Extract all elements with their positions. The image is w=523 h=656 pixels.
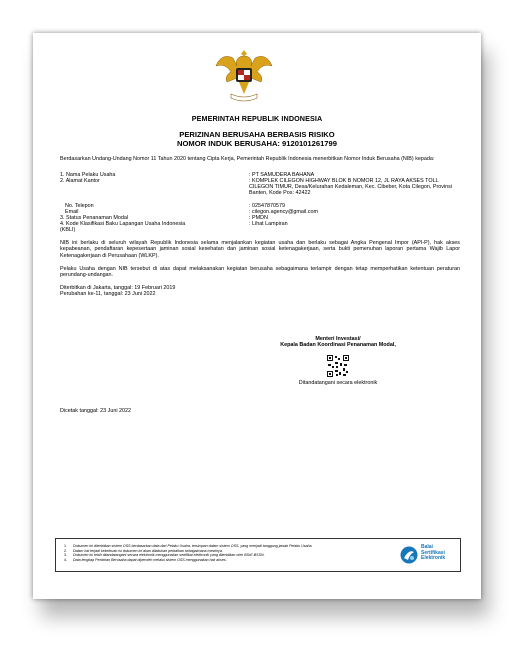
issued-date: Diterbitkan di Jakarta, tanggal: 19 Februari 2019 (60, 285, 176, 291)
electronic-signature-note: Ditandatangani secara elektronik (298, 380, 378, 386)
field-value: : cilegon.agency@gmail.com (249, 209, 318, 215)
revision-date: Perubahan ke-11, tanggal: 23 Juni 2022 (60, 291, 156, 297)
intro-paragraph: Berdasarkan Undang-Undang Nomor 11 Tahun 2020 tentang Cipta Kerja, Pemerintah Republik Indonesia menerbitkan Nomor Induk Berusaha (NIB) kepada: (60, 156, 435, 162)
nib-number: NOMOR INDUK BERUSAHA: 9120101261799 (177, 139, 337, 148)
bsre-text: Balai Sertifikasi Elektronik (421, 544, 446, 562)
footer-notes-box (55, 538, 461, 572)
signatory-title: Menteri Investasi/ (315, 336, 361, 342)
government-heading: PEMERINTAH REPUBLIK INDONESIA (191, 114, 323, 123)
document-title: PERIZINAN BERUSAHA BERBASIS RISIKO (179, 130, 335, 139)
field-value: : 02547870579 (249, 203, 285, 209)
field-label: Email (65, 209, 79, 215)
field-label: No. Telepon (65, 203, 94, 209)
field-label: 1. Nama Pelaku Usaha (60, 172, 116, 178)
footer-note: 1. Dokumen ini diterbitkan sistem OSS berdasarkan data dari Pelaku Usaha, tersimpan dalam sistem OSS, yang menjadi tanggung jawab Pelaku Usaha. (64, 544, 313, 548)
footer-note: 2. Dalam hal terjadi kekeliruan isi dokumen ini akan dilakukan perbaikan sebagaimana mestinya. (64, 548, 223, 553)
field-value: : KOMPLEK CILEGON HIGHWAY BLOK B NOMOR 12, JL RAYA AKSES TOLL CILEGON TIMUR, Desa/Kelurahan Kedaleman, Kec. Cibeber, Kota Cilegon, Provinsi Banten, Kode Pos: 42422 (249, 178, 453, 197)
bsre-emblem-icon (400, 546, 418, 564)
printed-date: Dicetak tanggal: 23 Juni 2022 (60, 408, 132, 414)
garuda-emblem-icon (213, 44, 275, 106)
footer-note: 4. Data lengkap Perizinan Berusaha dapat diperoleh melalui sistem OSS menggunakan hak akses. (64, 557, 227, 562)
signatory-office: Kepala Badan Koordinasi Penanaman Modal, (280, 342, 396, 348)
field-value: : PT SAMUDERA BAHANA (249, 172, 315, 178)
qr-code-icon (327, 355, 349, 377)
field-label: 4. Kode Klasifikasi Baku Lapangan Usaha Indonesia (KBLI) (60, 221, 186, 234)
footer-note: 3. Dokumen ini telah ditandatangani secara elektronik menggunakan sertifikat elektronik yang diterbitkan oleh BSrE-BSSN. (64, 553, 265, 558)
activity-paragraph: Pelaku Usaha dengan NIB tersebut di atas dapat melaksanakan kegiatan berusaha sebagaimana terlampir dengan tetap memperhatikan ketentuan peraturan perundang-undangan. (60, 266, 460, 279)
field-label: 3. Status Penanaman Modal (60, 215, 129, 221)
field-label: 2. Alamat Kantor (60, 178, 100, 184)
field-value: : Lihat Lampiran (249, 221, 288, 227)
bsre-logo (400, 544, 460, 566)
field-value: : PMDN (249, 215, 268, 221)
footer-notes-list (64, 544, 384, 562)
validity-paragraph: NIB ini berlaku di seluruh wilayah Republik Indonesia selama menjalankan kegiatan usaha dan berlaku sebagai Angka Pengenal Impor (API-P), hak akses kepabeanan, pendaftaran kepesertaan jaminan sosial kesehatan dan jaminan sosial ketenagakerjaan, serta bukti pemenuhan laporan pertama Wajib Lapor Ketenagakerjaan di Perusahaan (WLKP). (60, 240, 460, 259)
